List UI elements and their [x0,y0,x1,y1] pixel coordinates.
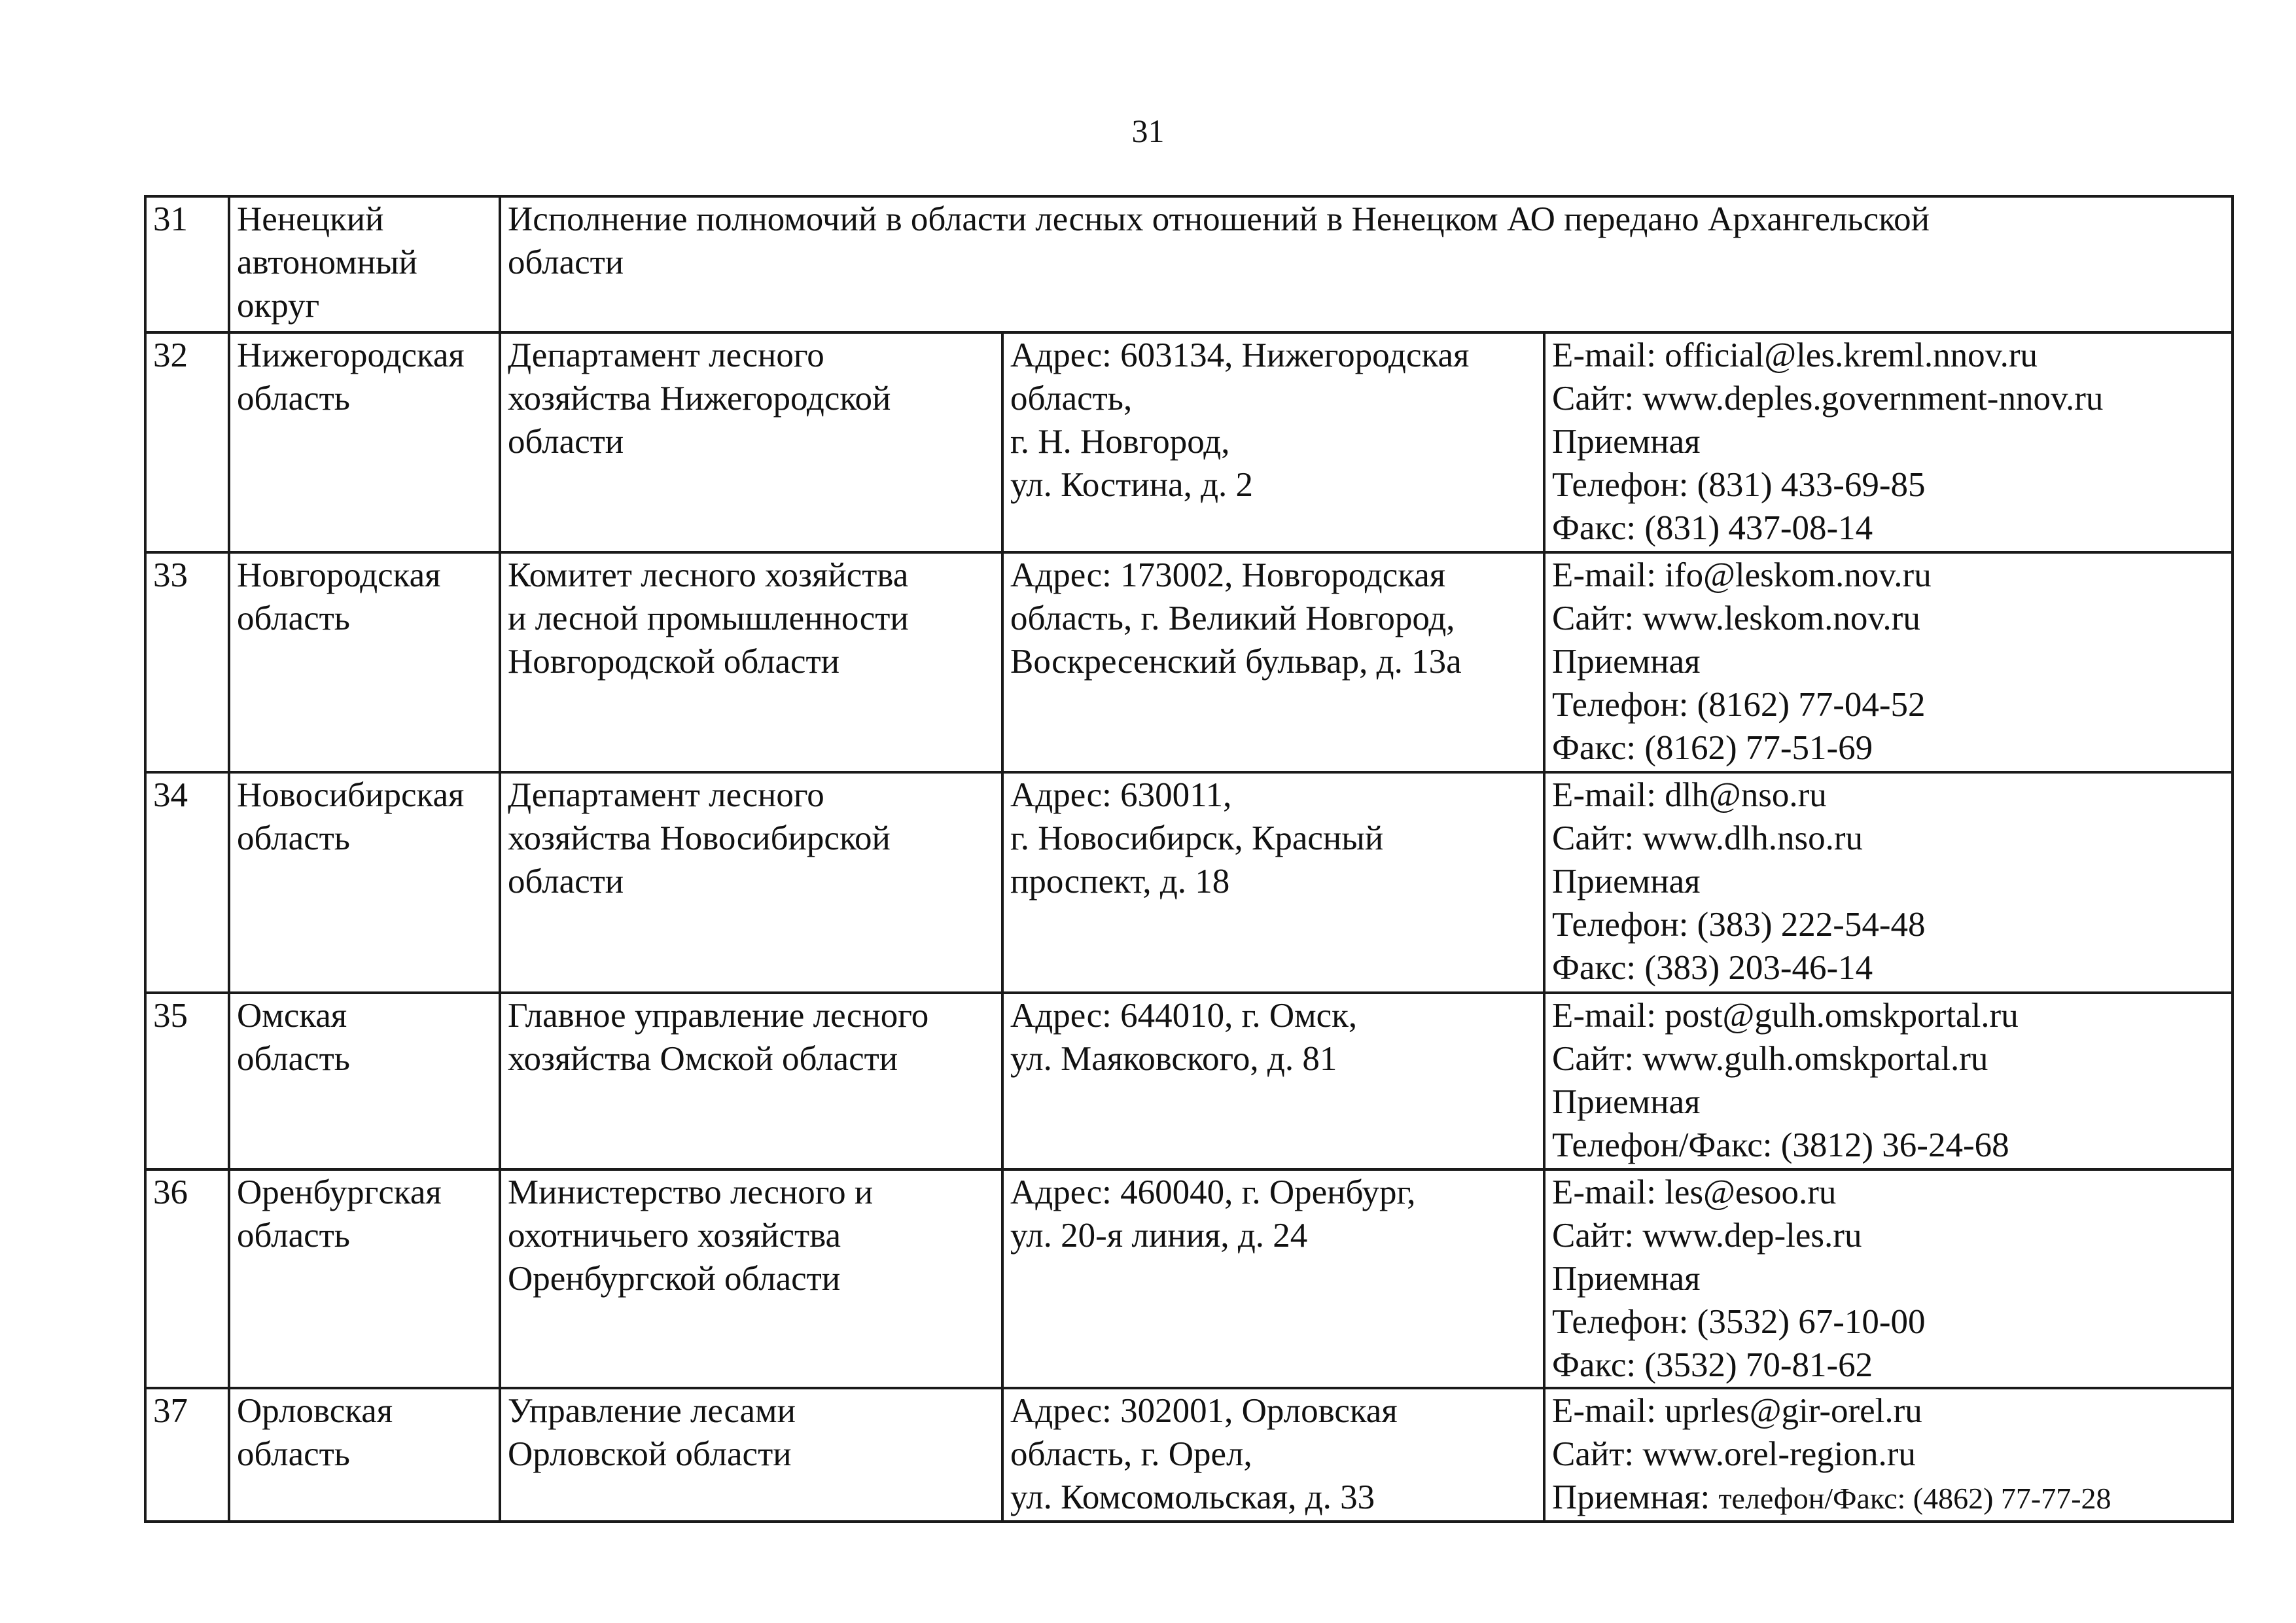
address-line: ул. Костина, д. 2 [1010,466,1254,504]
table-row [145,1388,2233,1522]
region-line: область [237,1217,350,1255]
phone-line: Телефон: (8162) 77-04-52 [1552,686,1926,724]
region-line: область [237,599,350,637]
region-line: Орловская [237,1392,393,1430]
contacts-cell [1544,1388,2233,1522]
address-line: Адрес: 460040, г. Оренбург, [1010,1173,1416,1211]
address-cell [1002,993,1544,1169]
address-cell [1002,552,1544,772]
address-line: Адрес: 603134, Нижегородская [1010,336,1470,374]
reception-label: Приемная [1552,863,1701,901]
agency-line: Департамент лесного [508,336,824,374]
agency-line: хозяйства Омской области [508,1040,898,1078]
address-line: г. Н. Новгород, [1010,423,1230,461]
agency-line: Управление лесами [508,1392,796,1430]
region-cell [229,196,500,332]
fax-line: Факс: (831) 437-08-14 [1552,509,1873,547]
agency-line: Комитет лесного хозяйства [508,556,909,594]
email-line: E-mail: ifo@leskom.nov.ru [1552,556,1932,594]
row-number: 34 [145,772,229,993]
contacts-cell [1544,552,2233,772]
region-cell [229,772,500,993]
address-line: Адрес: 302001, Орловская [1010,1392,1398,1430]
agency-line: охотничьего хозяйства [508,1217,841,1255]
address-line: ул. Комсомольская, д. 33 [1010,1478,1375,1516]
region-line: автономный [237,243,417,281]
reception-label: Приемная [1552,423,1701,461]
table-row [145,993,2233,1169]
reception-label: Приемная: [1552,1478,1710,1516]
region-line: Новосибирская [237,776,465,814]
email-line: E-mail: post@gulh.omskportal.ru [1552,997,2019,1035]
table-row [145,1169,2233,1388]
table-row [145,196,2233,332]
agency-line: Главное управление лесного [508,997,929,1035]
contacts-cell [1544,772,2233,993]
address-line: ул. 20-я линия, д. 24 [1010,1217,1308,1255]
contacts-cell [1544,332,2233,552]
email-line: E-mail: official@les.kreml.nnov.ru [1552,336,2038,374]
region-cell [229,1388,500,1522]
phone-fax-line: Телефон/Факс: (3812) 36-24-68 [1552,1126,2009,1164]
address-line: Адрес: 630011, [1010,776,1232,814]
address-line: г. Новосибирск, Красный [1010,819,1384,857]
fax-line: Факс: (383) 203-46-14 [1552,949,1873,987]
row-number: 31 [145,196,229,332]
row-number: 35 [145,993,229,1169]
agency-line: Департамент лесного [508,776,824,814]
phone-fax-value: телефон/Факс: (4862) 77-77-28 [1718,1482,2111,1515]
website-line: Сайт: www.dlh.nso.ru [1552,819,1863,857]
region-line: область [237,1435,350,1473]
address-line: область, г. Орел, [1010,1435,1252,1473]
region-line: область [237,380,350,418]
region-line: Новгородская [237,556,441,594]
phone-line: Телефон: (3532) 67-10-00 [1552,1303,1926,1341]
reception-label: Приемная [1552,1083,1701,1121]
fax-line: Факс: (3532) 70-81-62 [1552,1346,1873,1384]
forestry-agencies-table [144,195,2234,1523]
region-line: Омская [237,997,347,1035]
agency-line: Министерство лесного и [508,1173,874,1211]
reception-line [1552,1476,2225,1520]
row-number: 32 [145,332,229,552]
agency-line: области [508,423,624,461]
agency-line: и лесной промышленности [508,599,909,637]
note-cell [500,196,2233,332]
agency-line: Новгородской области [508,643,840,681]
note-line: Исполнение полномочий в области лесных отношений в Ненецком АО передано Архангельской [508,200,1930,238]
region-line: область [237,819,350,857]
note-line: области [508,243,624,281]
address-cell [1002,332,1544,552]
address-line: проспект, д. 18 [1010,863,1230,901]
agency-line: Оренбургской области [508,1260,841,1298]
agency-cell [500,332,1002,552]
website-line: Сайт: www.gulh.omskportal.ru [1552,1040,1988,1078]
agency-line: хозяйства Новосибирской [508,819,891,857]
agency-line: хозяйства Нижегородской [508,380,891,418]
email-line: E-mail: dlh@nso.ru [1552,776,1827,814]
address-line: Воскресенский бульвар, д. 13а [1010,643,1462,681]
row-number: 36 [145,1169,229,1388]
email-line: E-mail: uprles@gir-orel.ru [1552,1392,1922,1430]
website-line: Сайт: www.orel-region.ru [1552,1435,1916,1473]
website-line: Сайт: www.deples.government-nnov.ru [1552,380,2104,418]
agency-cell [500,1169,1002,1388]
address-cell [1002,772,1544,993]
row-number: 33 [145,552,229,772]
contacts-cell [1544,993,2233,1169]
website-line: Сайт: www.dep-les.ru [1552,1217,1862,1255]
region-line: Ненецкий [237,200,384,238]
address-cell [1002,1388,1544,1522]
region-line: Оренбургская [237,1173,442,1211]
region-cell [229,1169,500,1388]
agency-cell [500,772,1002,993]
address-line: Адрес: 173002, Новгородская [1010,556,1446,594]
region-line: округ [237,287,320,325]
address-line: область, [1010,380,1133,418]
agency-line: области [508,863,624,901]
phone-line: Телефон: (831) 433-69-85 [1552,466,1926,504]
agency-line: Орловской области [508,1435,792,1473]
address-line: область, г. Великий Новгород, [1010,599,1455,637]
region-cell [229,332,500,552]
fax-line: Факс: (8162) 77-51-69 [1552,729,1873,767]
agency-cell [500,993,1002,1169]
address-line: Адрес: 644010, г. Омск, [1010,997,1358,1035]
row-number: 37 [145,1388,229,1522]
reception-label: Приемная [1552,1260,1701,1298]
email-line: E-mail: les@esoo.ru [1552,1173,1837,1211]
agency-cell [500,552,1002,772]
region-cell [229,552,500,772]
page-number: 31 [1131,113,1165,149]
website-line: Сайт: www.leskom.nov.ru [1552,599,1920,637]
table-row [145,552,2233,772]
table-row [145,332,2233,552]
address-line: ул. Маяковского, д. 81 [1010,1040,1337,1078]
region-line: область [237,1040,350,1078]
region-cell [229,993,500,1169]
table-row [145,772,2233,993]
contacts-cell [1544,1169,2233,1388]
phone-line: Телефон: (383) 222-54-48 [1552,906,1926,944]
reception-label: Приемная [1552,643,1701,681]
agency-cell [500,1388,1002,1522]
address-cell [1002,1169,1544,1388]
region-line: Нижегородская [237,336,465,374]
